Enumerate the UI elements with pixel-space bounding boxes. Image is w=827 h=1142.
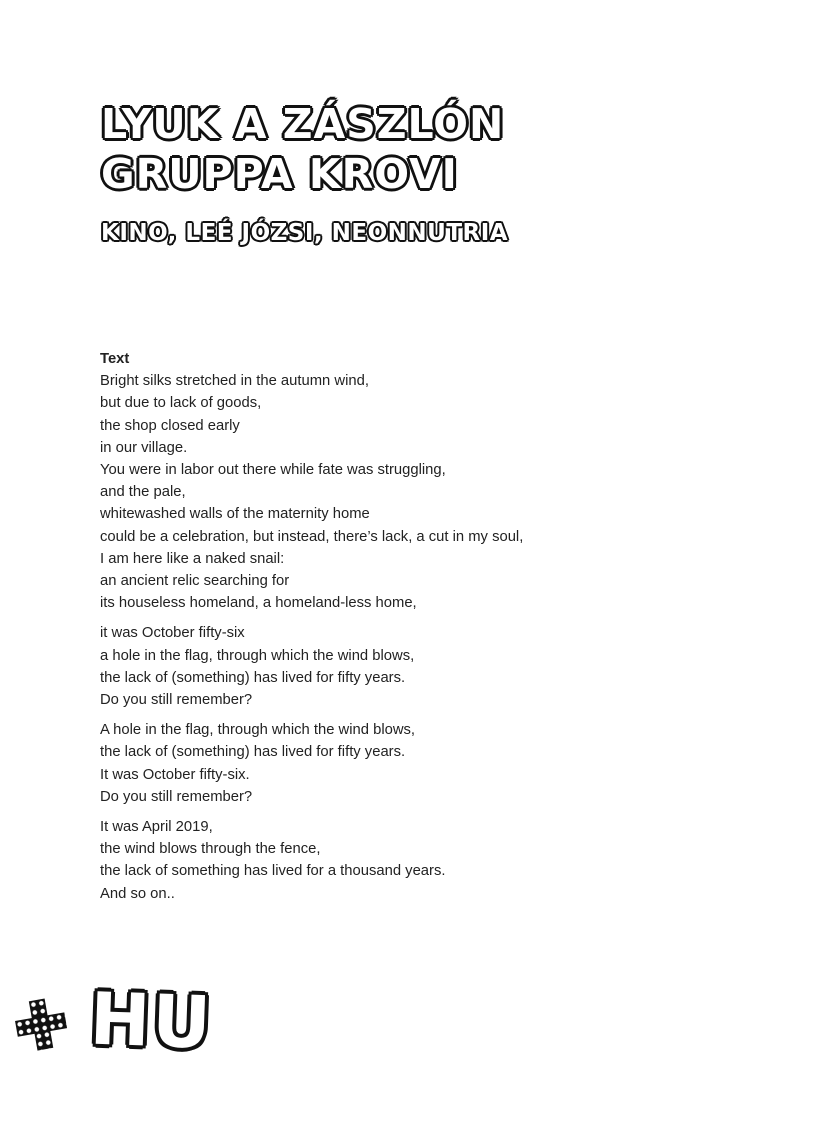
lyric-line: the shop closed early [100, 417, 240, 434]
lyric-line: Do you still remember? [100, 692, 253, 709]
country-badge [15, 976, 215, 1066]
lyric-line: And so on.. [100, 885, 175, 902]
lyric-line: and the pale, [100, 484, 186, 501]
lyric-line: Do you still remember? [100, 788, 253, 805]
lyric-line: in our village. [100, 439, 188, 456]
lyric-line: the lack of (something) has lived for fifty years. [100, 744, 406, 761]
stanza [100, 370, 720, 614]
lyric-line: Bright silks stretched in the autumn wind, [100, 373, 369, 390]
lyric-line: a hole in the flag, through which the wind blows, [100, 647, 415, 664]
lyric-line: it was October fifty-six [100, 625, 245, 642]
stanza [100, 719, 720, 808]
section-label: Text [100, 351, 130, 367]
lyric-line: It was October fifty-six. [100, 766, 250, 783]
lyrics-block [100, 348, 720, 913]
country-code: HU [88, 976, 215, 1065]
lyric-line: I am here like a naked snail: [100, 550, 285, 567]
lyrics-stanzas [100, 370, 720, 905]
lyric-line: A hole in the flag, through which the wind blows, [100, 722, 416, 739]
lyric-line: the lack of (something) has lived for fifty years. [100, 669, 406, 686]
lyric-line: You were in labor out there while fate was struggling, [100, 462, 446, 479]
lyric-line: its houseless homeland, a homeland-less home, [100, 595, 417, 612]
lyric-line: It was April 2019, [100, 819, 213, 836]
stanza [100, 622, 720, 711]
lyric-line: an ancient relic searching for [100, 573, 290, 590]
lyric-line: could be a celebration, but instead, there’s lack, a cut in my soul, [100, 528, 524, 545]
lyric-line: the lack of something has lived for a thousand years. [100, 863, 446, 880]
lyric-line: whitewashed walls of the maternity home [100, 506, 370, 523]
credits-subtitle: KINO, LEÉ JÓZSI, NEONNUTRIA [101, 220, 509, 246]
plus-icon [12, 996, 70, 1054]
band-name: GRUPPA KROVI [101, 150, 458, 198]
stanza [100, 816, 720, 905]
song-title: LYUK A ZÁSZLÓN [101, 100, 505, 148]
lyric-line: the wind blows through the fence, [100, 841, 321, 858]
lyric-line: but due to lack of goods, [100, 395, 262, 412]
